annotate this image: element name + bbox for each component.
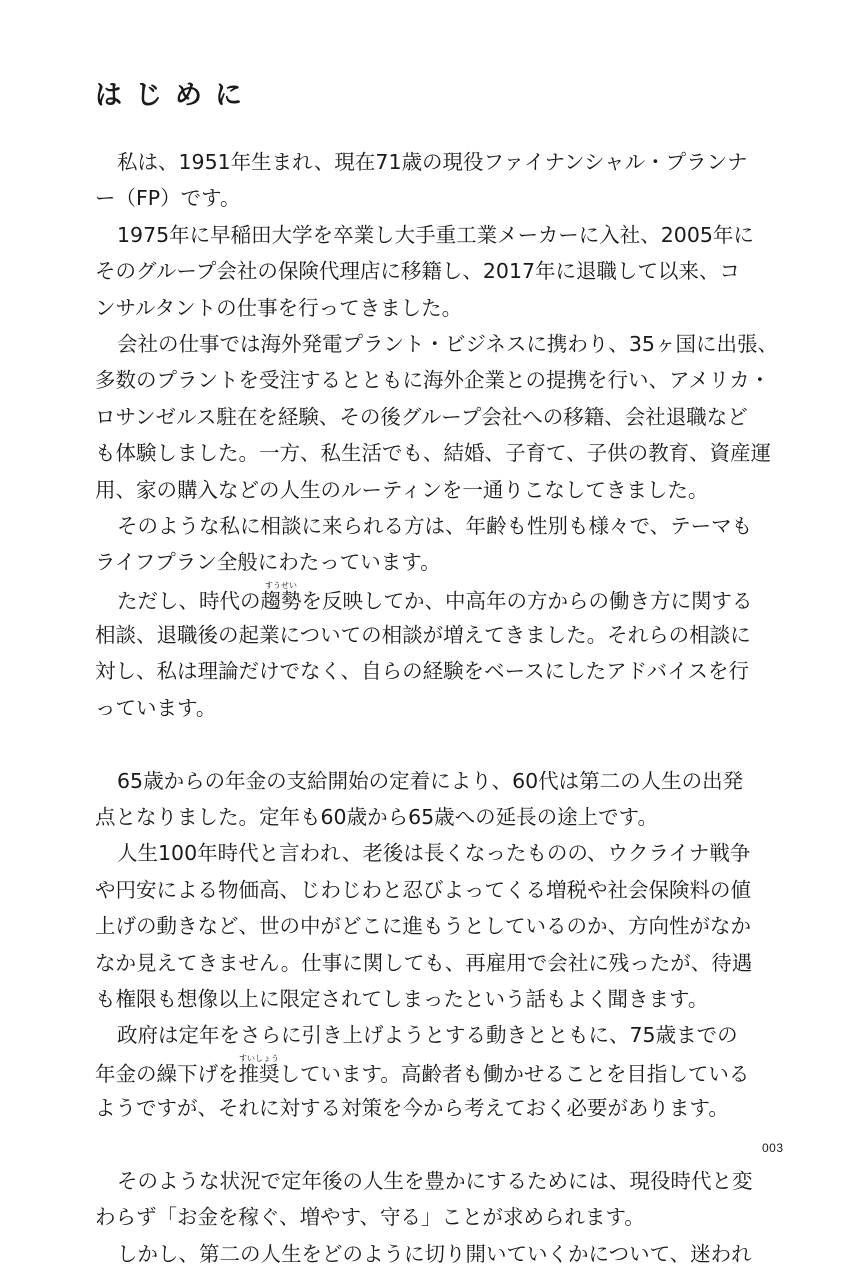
text-line: や円安による物価高、じわじわと忍びよってくる増税や社会保険料の値 <box>95 877 751 902</box>
text-line: 点となりました。定年も60歳から65歳への延長の途上です。 <box>95 805 659 830</box>
ruby-reading: すいしょう <box>238 1053 280 1063</box>
text-line: 対し、私は理論だけでなく、自らの経験をベースにしたアドバイスを行 <box>95 659 749 684</box>
text-line: も権限も想像以上に限定されてしまったという話もよく聞きます。 <box>95 986 709 1011</box>
text-line: 1975年に早稲田大学を卒業し大手重工業メーカーに入社、2005年に <box>117 222 754 247</box>
text-line: しかし、第二の人生をどのように切り開いていくかについて、迷われ <box>117 1241 752 1266</box>
text-line: わらず「お金を稼ぐ、増やす、守る」ことが求められます。 <box>95 1205 645 1230</box>
text-line: そのグループ会社の保険代理店に移籍し、2017年に退職して以来、コ <box>95 259 741 284</box>
ruby-reading: すうせい <box>260 580 302 590</box>
text-segment: しています。高齢者も働かせることを目指している <box>279 1061 750 1086</box>
blank-line <box>95 726 747 762</box>
text-line: 会社の仕事では海外発電プラント・ビジネスに携わり、35ヶ国に出張、 <box>117 331 778 356</box>
text-line <box>95 580 753 617</box>
text-line: 多数のプラントを受注するとともに海外企業との提携を行い、アメリカ・ <box>95 368 771 393</box>
ruby-base: 趨勢 <box>260 588 302 613</box>
text-line: 65歳からの年金の支給開始の定着により、60代は第二の人生の出発 <box>117 768 744 793</box>
text-line: っています。 <box>95 695 217 720</box>
text-line: 政府は定年をさらに引き上げようとする動きとともに、75歳までの <box>117 1023 738 1048</box>
text-line: 人生100年時代と言われ、老後は長くなったものの、ウクライナ戦争 <box>117 841 751 866</box>
text-line: ンサルタントの仕事を行ってきました。 <box>95 295 463 320</box>
text-line: 相談、退職後の起業についての相談が増えてきました。それらの相談に <box>95 623 751 648</box>
text-segment: 年金の繰下げを <box>95 1061 239 1086</box>
text-line: 私は、1951年生まれ、現在71歳の現役ファイナンシャル・プランナ <box>117 150 748 174</box>
ruby-base: 推奨 <box>238 1061 280 1086</box>
page-number: 003 <box>762 1141 784 1155</box>
text-line <box>95 1053 750 1090</box>
text-line: ー（FP）です。 <box>95 186 241 211</box>
text-line: そのような私に相談に来られる方は、年齢も性別も様々で、テーマも <box>117 513 753 538</box>
text-line: ようですが、それに対する対策を今から考えておく必要があります。 <box>95 1096 729 1121</box>
page-title: はじめに <box>95 80 255 111</box>
ruby-annotation <box>260 580 302 613</box>
blank-line <box>95 1127 747 1163</box>
text-segment: ただし、時代の <box>117 588 261 613</box>
text-line: も体験しました。一方、私生活でも、結婚、子育て、子供の教育、資産運 <box>95 441 772 466</box>
text-line: 上げの動きなど、世の中がどこに進もうとしているのか、方向性がなか <box>95 914 751 939</box>
text-segment: を反映してか、中高年の方からの働き方に関する <box>301 588 753 613</box>
text-line: ロサンゼルス駐在を経験、その後グループ会社への移籍、会社退職など <box>95 404 748 429</box>
text-line: 用、家の購入などの人生のルーティンを一通りこなしてきました。 <box>95 477 709 502</box>
text-line: ライフプラン全般にわたっています。 <box>95 550 441 575</box>
text-line: なか見えてきません。仕事に関しても、再雇用で会社に残ったが、待遇 <box>95 950 753 975</box>
text-line: そのような状況で定年後の人生を豊かにするためには、現役時代と変 <box>117 1168 753 1193</box>
ruby-annotation <box>238 1053 280 1086</box>
